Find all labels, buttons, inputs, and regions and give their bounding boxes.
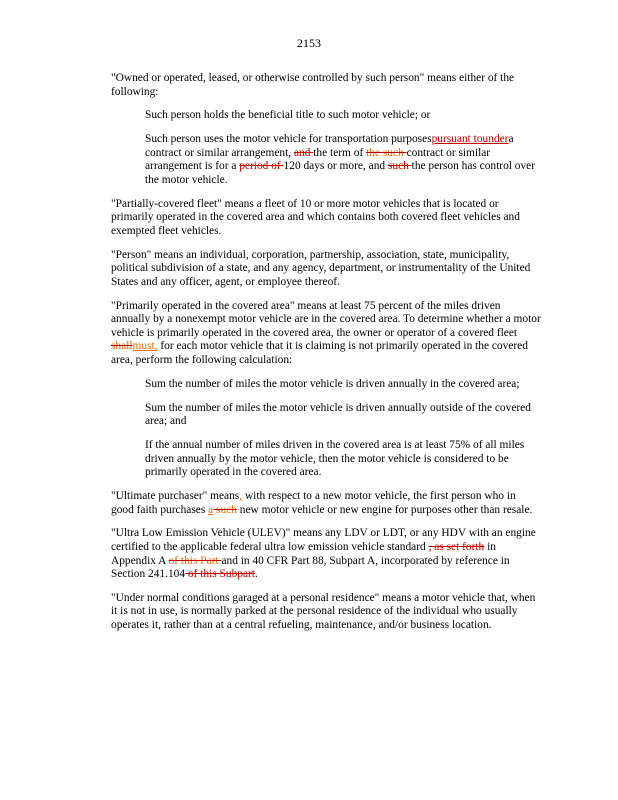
tracked-insertion: a bbox=[208, 503, 214, 516]
tracked-deletion: such bbox=[213, 503, 237, 516]
tracked-deletion: such bbox=[387, 160, 412, 173]
tracked-deletion: period of bbox=[239, 160, 284, 173]
text-run: . bbox=[254, 568, 258, 581]
definition-primarily-operated bbox=[111, 300, 541, 368]
text-run: "Ultra Low Emission Vehicle (ULEV)" means any LDV or LDT, or any HDV with an engine certified to the applicable federal ultra low emission vehicle standard bbox=[111, 527, 536, 553]
definition-ultimate-purchaser bbox=[111, 490, 541, 517]
tracked-insertion: must bbox=[132, 340, 155, 353]
text-run: the term of bbox=[313, 146, 367, 159]
text-run: a contract or similar arrangement, bbox=[145, 133, 514, 159]
page-number: 2153 bbox=[297, 36, 321, 50]
definition-owned-or-operated: "Owned or operated, leased, or otherwise controlled by such person" means either of the following: bbox=[111, 72, 515, 98]
definition-person: "Person" means an individual, corporation, partnership, association, state, municipality, political subdivision of a state, and any agency, department, or instrumentality of the United States and any officer, agent, or employee thereof. bbox=[111, 248, 531, 288]
text-run: the person has control over the motor vehicle. bbox=[145, 160, 536, 186]
calculation-step-1: Sum the number of miles the motor vehicle is driven annually in the covered area; bbox=[145, 377, 520, 390]
document-body bbox=[111, 72, 541, 643]
text-run: contract or similar arrangement is for a bbox=[145, 146, 491, 173]
owned-or-operated-item-1: Such person holds the beneficial title to such motor vehicle; or bbox=[145, 109, 431, 122]
text-run: 120 days or more, and bbox=[283, 160, 388, 173]
text-run: in Appendix A bbox=[111, 540, 496, 567]
calculation-step-2: Sum the number of miles the motor vehicle is driven annually outside of the covered area; and bbox=[145, 401, 531, 428]
tracked-insertion: pursuant to bbox=[431, 133, 483, 146]
definition-ulev bbox=[111, 527, 541, 581]
tracked-deletion: and bbox=[293, 146, 314, 159]
text-run: "Ultimate purchaser" means bbox=[111, 489, 240, 502]
text-run: new motor vehicle or new engine for purposes other than resale. bbox=[236, 503, 533, 516]
text-run: and in 40 CFR Part 88, Subpart A, incorporated by reference in Section 241.104 bbox=[111, 554, 510, 581]
tracked-deletion: the such bbox=[366, 146, 407, 159]
tracked-deletion: of this Subpart bbox=[185, 568, 255, 581]
tracked-deletion: of this Part bbox=[168, 554, 222, 567]
tracked-insertion: , bbox=[154, 340, 158, 353]
tracked-deletion: shall bbox=[111, 340, 133, 353]
definition-garaged-at-residence: "Under normal conditions garaged at a personal residence" means a motor vehicle that, when it is not in use, is normally parked at the personal residence of the individual who usually operates it, rather than at a central refueling, maintenance, and/or business location. bbox=[111, 591, 536, 632]
calculation-step-3: If the annual number of miles driven in the covered area is at least 75% of all miles driven annually by the motor vehicle, then the motor vehicle is considered to be primarily operated in the covered area. bbox=[145, 438, 525, 479]
definition-partially-covered-fleet: "Partially-covered fleet" means a fleet of 10 or more motor vehicles that is located or primarily operated in the covered area and which contains both covered fleet vehicles and exempted fleet vehicles. bbox=[111, 197, 520, 237]
tracked-insertion: , bbox=[239, 489, 243, 502]
tracked-insertion: under bbox=[482, 133, 509, 146]
tracked-deletion: , as set forth bbox=[428, 540, 485, 553]
text-run: Such person uses the motor vehicle for transportation purposes bbox=[145, 133, 432, 146]
text-run: with respect to a new motor vehicle, the first person who in good faith purchases bbox=[111, 489, 516, 516]
owned-or-operated-item-2 bbox=[145, 133, 537, 187]
text-run: for each motor vehicle that it is claiming is not primarily operated in the covered area, perform the following calculation: bbox=[111, 340, 528, 367]
text-run: "Primarily operated in the covered area" means at least 75 percent of the miles driven annually by a nonexempt motor vehicle are in the covered area. To determine whether a motor vehicle is primarily operated in the covered area, the owner or operator of a covered fleet bbox=[111, 299, 541, 339]
